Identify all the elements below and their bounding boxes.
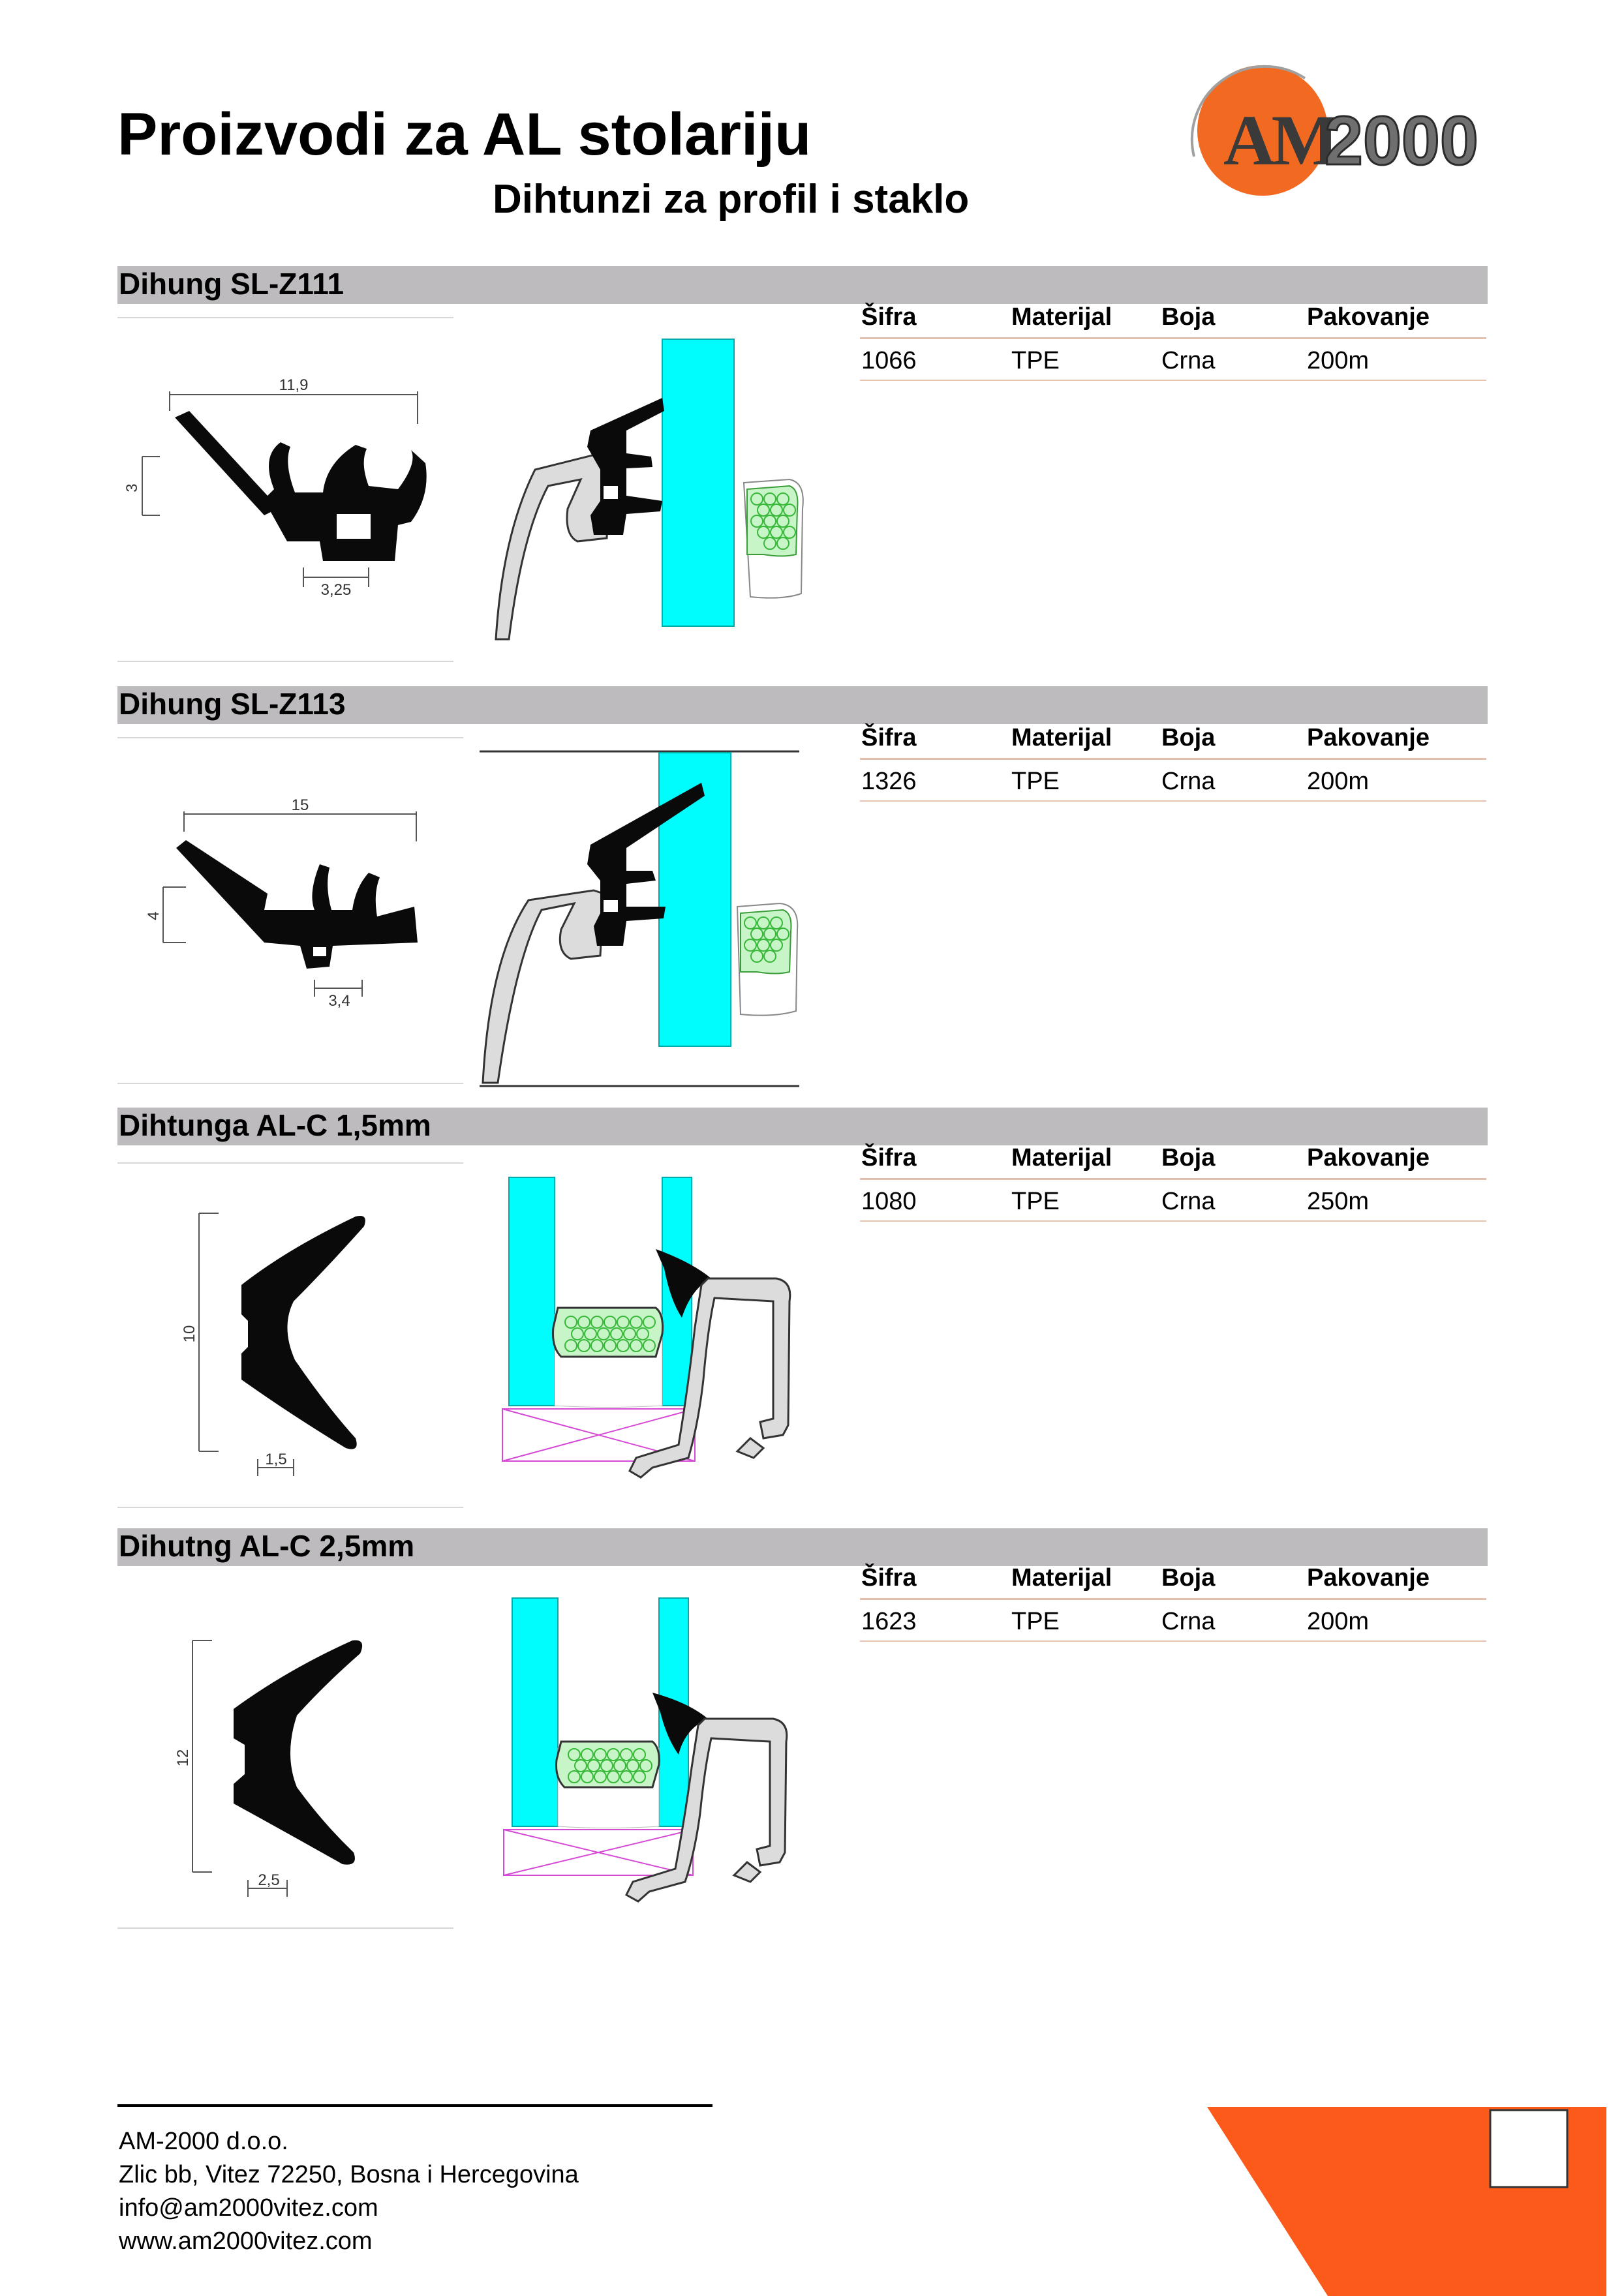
dim-height-label: 3 xyxy=(123,483,141,492)
logo-letters: AM xyxy=(1223,100,1336,180)
dim-base-label: 2,5 xyxy=(258,1871,280,1889)
product-name: Dihung SL-Z111 xyxy=(119,267,345,301)
cell-packaging: 250m xyxy=(1307,1188,1370,1215)
col-packaging: Pakovanje xyxy=(1307,1564,1430,1592)
product-name: Dihtunga AL-C 1,5mm xyxy=(119,1108,431,1142)
cell-code: 1066 xyxy=(861,347,917,374)
footer-address: Zlic bb, Vitez 72250, Bosna i Hercegovina xyxy=(119,2161,579,2188)
spec-row xyxy=(860,339,1486,380)
divider xyxy=(117,1083,463,1084)
profile-drawing-sl-z111 xyxy=(124,365,437,626)
col-code: Šifra xyxy=(861,1564,917,1592)
divider xyxy=(117,1927,453,1929)
installation-drawing-sl-z111 xyxy=(496,339,809,652)
col-color: Boja xyxy=(1161,1564,1216,1592)
dim-height-label: 12 xyxy=(174,1749,192,1767)
profile-drawing-al-c-25 xyxy=(176,1624,398,1924)
spec-row xyxy=(860,760,1486,800)
profile-drawing-al-c-15 xyxy=(183,1197,405,1497)
spec-row xyxy=(860,1180,1486,1220)
col-code: Šifra xyxy=(861,724,917,751)
cell-material: TPE xyxy=(1011,768,1060,795)
cell-material: TPE xyxy=(1011,1188,1060,1215)
dim-width-label: 11,9 xyxy=(279,376,309,394)
spec-rule xyxy=(860,380,1486,381)
cell-material: TPE xyxy=(1011,347,1060,374)
installation-drawing-al-c-25 xyxy=(496,1592,809,1931)
divider xyxy=(117,737,463,738)
divider xyxy=(117,1507,463,1508)
col-packaging: Pakovanje xyxy=(1307,303,1430,331)
spec-row xyxy=(860,1600,1486,1640)
footer-rule xyxy=(117,2104,712,2107)
cell-code: 1623 xyxy=(861,1608,917,1635)
cell-packaging: 200m xyxy=(1307,347,1370,374)
col-code: Šifra xyxy=(861,303,917,331)
footer-company: AM-2000 d.o.o. xyxy=(119,2128,288,2155)
col-color: Boja xyxy=(1161,724,1216,751)
col-code: Šifra xyxy=(861,1144,917,1171)
footer-email[interactable]: info@am2000vitez.com xyxy=(119,2194,378,2222)
col-packaging: Pakovanje xyxy=(1307,724,1430,751)
cell-color: Crna xyxy=(1161,768,1216,795)
profile-drawing-sl-z113 xyxy=(137,796,450,1057)
cell-color: Crna xyxy=(1161,1608,1216,1635)
installation-drawing-al-c-15 xyxy=(496,1171,809,1510)
footer-website[interactable]: www.am2000vitez.com xyxy=(119,2228,373,2255)
col-packaging: Pakovanje xyxy=(1307,1144,1430,1171)
cell-packaging: 200m xyxy=(1307,1608,1370,1635)
cell-packaging: 200m xyxy=(1307,768,1370,795)
product-name: Dihutng AL-C 2,5mm xyxy=(119,1529,415,1563)
dim-base-label: 1,5 xyxy=(265,1451,287,1468)
product-name: Dihung SL-Z113 xyxy=(119,687,346,721)
cell-material: TPE xyxy=(1011,1608,1060,1635)
divider xyxy=(117,1162,463,1164)
divider xyxy=(117,317,453,318)
installation-drawing-sl-z113 xyxy=(480,750,793,1089)
spec-rule xyxy=(860,800,1486,802)
cell-color: Crna xyxy=(1161,1188,1216,1215)
col-material: Materijal xyxy=(1011,1144,1112,1171)
cell-code: 1080 xyxy=(861,1188,917,1215)
company-logo xyxy=(1181,65,1527,196)
footer-contact xyxy=(119,2125,579,2258)
spec-table-2 xyxy=(860,718,1486,802)
col-color: Boja xyxy=(1161,1144,1216,1171)
cell-code: 1326 xyxy=(861,768,917,795)
footer-orange-shape xyxy=(1207,2107,1612,2296)
spec-header xyxy=(860,1558,1486,1598)
page-subtitle: Dihtunzi za profil i staklo xyxy=(493,177,970,222)
spec-rule xyxy=(860,1640,1486,1642)
col-material: Materijal xyxy=(1011,724,1112,751)
spec-header xyxy=(860,718,1486,758)
spec-table-3 xyxy=(860,1138,1486,1222)
spec-header xyxy=(860,297,1486,337)
dim-height-label: 4 xyxy=(145,911,162,920)
divider xyxy=(117,661,453,662)
col-material: Materijal xyxy=(1011,303,1112,331)
dim-width-label: 15 xyxy=(291,796,309,814)
dim-base-label: 3,25 xyxy=(320,581,352,599)
logo-emblem xyxy=(1181,65,1527,196)
spec-table-1 xyxy=(860,297,1486,381)
dim-height-label: 10 xyxy=(181,1325,198,1343)
spec-rule xyxy=(860,1220,1486,1222)
col-color: Boja xyxy=(1161,303,1216,331)
spec-table-4 xyxy=(860,1558,1486,1642)
col-material: Materijal xyxy=(1011,1564,1112,1592)
page-title: Proizvodi za AL stolariju xyxy=(117,101,812,168)
spec-header xyxy=(860,1138,1486,1178)
logo-number: 2000 xyxy=(1325,102,1478,179)
cell-color: Crna xyxy=(1161,347,1216,374)
dim-base-label: 3,4 xyxy=(328,992,350,1010)
